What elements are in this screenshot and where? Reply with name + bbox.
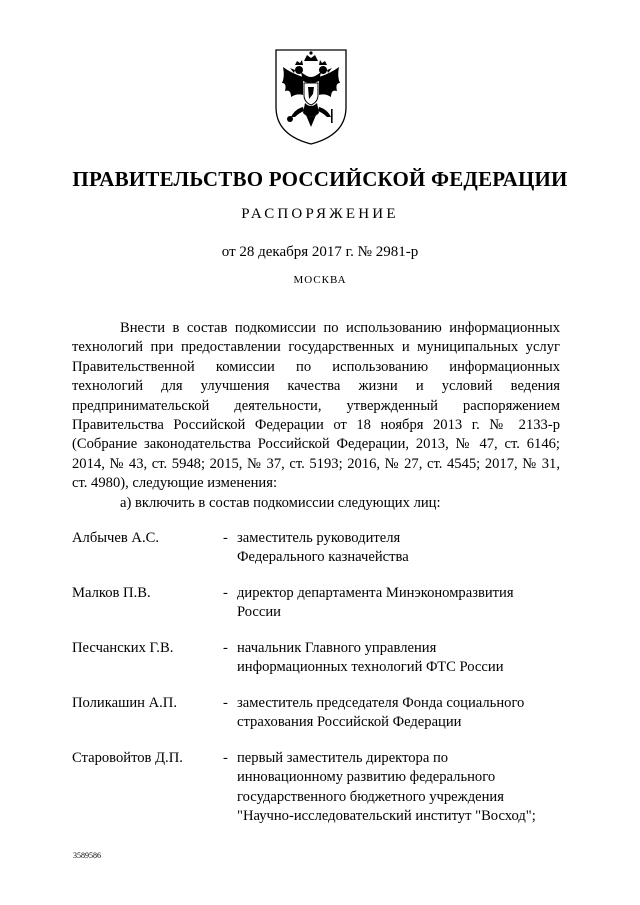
member-role-line: государственного бюджетного учреждения xyxy=(237,788,504,805)
double-headed-eagle-icon xyxy=(273,47,349,147)
document-number-footer: 3589586 xyxy=(73,851,101,860)
member-name: Малков П.В. xyxy=(72,585,151,601)
members-list xyxy=(72,529,572,839)
coat-of-arms-emblem xyxy=(273,47,349,147)
member-role-line: информационных технологий ФТС России xyxy=(237,659,504,676)
intro-line: (Собрание законодательства Российской Федерации, 2013, № 47, ст. 6146; xyxy=(72,436,560,453)
subclause-a: а) включить в состав подкомиссии следующих лиц: xyxy=(120,494,441,511)
member-name: Песчанских Г.В. xyxy=(72,640,174,656)
member-dash: - xyxy=(223,695,228,711)
intro-line: Внести в состав подкомиссии по использованию информационных xyxy=(120,320,560,336)
member-role-line: директор департамента Минэкономразвития xyxy=(237,585,514,601)
member-role xyxy=(237,749,567,827)
member-entry xyxy=(72,529,572,584)
member-role-line: России xyxy=(237,604,281,621)
intro-line: Правительства Российской Федерации от 18 ноября 2013 г. № 2133-р xyxy=(72,417,560,434)
intro-line: предпринимательской деятельности, утвержденный распоряжением xyxy=(72,397,560,414)
member-role xyxy=(237,694,567,733)
intro-line: Правительственной комиссии по использованию информационных xyxy=(72,358,560,375)
member-role-line: заместитель председателя Фонда социального xyxy=(237,695,525,711)
member-role-line: "Научно-исследовательский институт "Восход"; xyxy=(237,808,536,825)
member-role-line: первый заместитель директора по xyxy=(237,750,449,766)
member-entry xyxy=(72,584,572,639)
member-dash: - xyxy=(223,750,228,766)
member-dash: - xyxy=(223,585,228,601)
intro-line: технологий для улучшения качества жизни и условий ведения xyxy=(72,378,560,395)
member-entry xyxy=(72,749,572,839)
member-name: Албычев А.С. xyxy=(72,530,159,546)
member-role-line: Федерального казначейства xyxy=(237,549,409,566)
member-role-line: страхования Российской Федерации xyxy=(237,714,462,731)
document-body xyxy=(72,319,560,513)
member-role xyxy=(237,639,567,678)
member-entry xyxy=(72,694,572,749)
intro-paragraph xyxy=(72,319,560,494)
document-type: РАСПОРЯЖЕНИЕ xyxy=(241,206,399,222)
member-name: Поликашин А.П. xyxy=(72,695,177,711)
member-dash: - xyxy=(223,530,228,546)
member-entry xyxy=(72,639,572,694)
intro-line: ст. 4980), следующие изменения: xyxy=(72,475,277,492)
member-role-line: начальник Главного управления xyxy=(237,640,437,656)
member-role-line: заместитель руководителя xyxy=(237,530,401,546)
member-role xyxy=(237,584,567,623)
intro-line: технологий при предоставлении государственных и муниципальных услуг xyxy=(72,339,560,356)
member-dash: - xyxy=(223,640,228,656)
intro-line: 2014, № 43, ст. 5948; 2015, № 37, ст. 5193; 2016, № 27, ст. 4545; 2017, № 31, xyxy=(72,455,560,472)
document-city: МОСКВА xyxy=(293,274,347,286)
document-date-number: от 28 декабря 2017 г. № 2981-р xyxy=(221,244,419,260)
member-role-line: инновационному развитию федерального xyxy=(237,769,496,786)
member-name: Старовойтов Д.П. xyxy=(72,750,183,766)
document-title: ПРАВИТЕЛЬСТВО РОССИЙСКОЙ ФЕДЕРАЦИИ xyxy=(72,167,568,191)
member-role xyxy=(237,529,567,568)
